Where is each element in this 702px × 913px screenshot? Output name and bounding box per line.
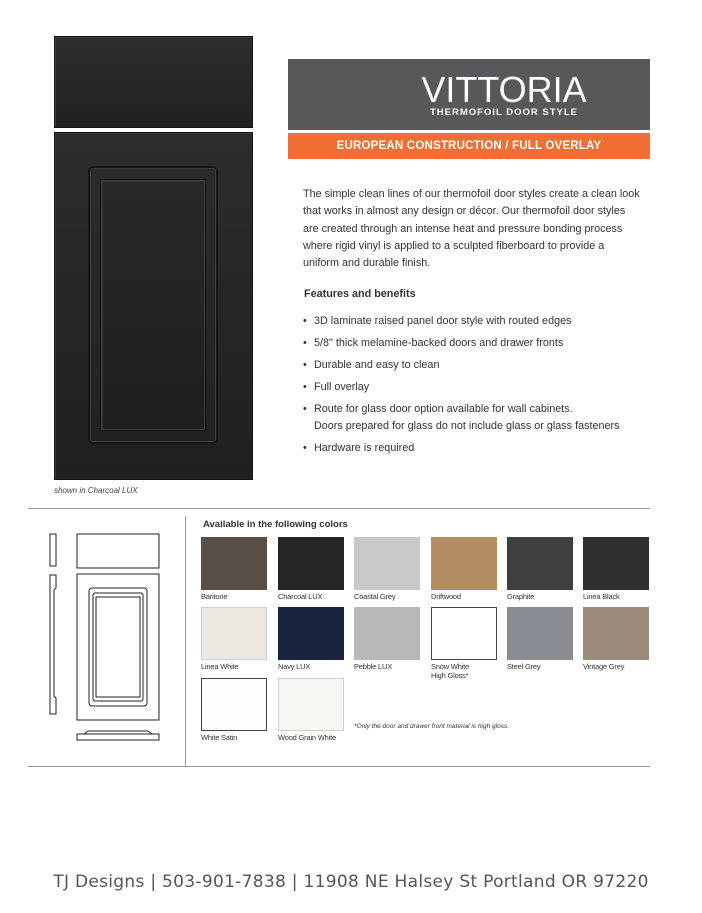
color-swatch-label: [354, 593, 395, 602]
color-swatch: [201, 678, 267, 731]
door-bottom-profile: [77, 734, 159, 740]
color-swatch-label: [507, 663, 540, 672]
color-name: Linea White: [201, 662, 239, 671]
color-swatch-label: [354, 663, 392, 672]
door-profile-drawings: [28, 520, 188, 750]
color-name: Coastal Grey: [354, 592, 396, 601]
feature-text: • Durable and easy to clean: [314, 359, 440, 371]
color-name: Navy LUX: [278, 662, 311, 671]
feature-item: [303, 357, 648, 374]
color-swatch: [201, 607, 267, 660]
drawer-front-elevation: [77, 534, 159, 568]
features-list: [303, 313, 648, 462]
color-name: Wood Grain White: [278, 733, 336, 742]
page-subtitle: THERMOFOIL DOOR STYLE: [429, 107, 579, 118]
color-name: Graphite: [507, 592, 535, 601]
bottom-divider: [28, 766, 650, 767]
color-name: White Satin: [201, 733, 238, 742]
door-image-caption: shown in Charcoal LUX: [54, 486, 138, 495]
color-swatch-label: [201, 593, 227, 602]
color-swatch: [583, 537, 649, 590]
color-swatch: [354, 537, 420, 590]
color-swatch: [431, 537, 497, 590]
door-panel: [54, 132, 253, 480]
color-swatch: [278, 607, 344, 660]
color-name-detail: High Gloss*: [431, 670, 469, 680]
color-swatch-label: [201, 663, 238, 672]
top-divider: [28, 508, 650, 509]
door-center-panel: [101, 180, 205, 430]
feature-item: [303, 335, 648, 352]
color-name: Baritone: [201, 592, 228, 601]
drawer-side-profile: [50, 534, 56, 566]
color-swatch: [431, 607, 497, 660]
feature-text: • 5/8" thick melamine-backed doors and drawer fronts: [314, 337, 564, 349]
color-swatch: [507, 607, 573, 660]
color-name: Charcoal LUX: [278, 592, 323, 601]
features-title: Features and benefits: [304, 288, 416, 300]
construction-banner: EUROPEAN CONSTRUCTION / FULL OVERLAY: [288, 133, 650, 159]
intro-paragraph: The simple clean lines of our thermofoil door styles create a clean look that works in almost any design or décor. Our thermofoil door styles are created through an intense heat and pressure bonding process where rigid vinyl is applied to a sculpted fiberboard to provide a uniform and durable finish.: [303, 188, 640, 270]
feature-item: [303, 379, 648, 396]
page-title: VITTORIA: [421, 69, 587, 110]
feature-item: [303, 313, 648, 330]
color-swatch-label: [278, 734, 336, 743]
color-swatch-label: [507, 593, 534, 602]
feature-item: [303, 401, 648, 434]
color-swatch-label: [431, 663, 469, 680]
door-panel-elevation: [93, 593, 143, 701]
feature-text: • Full overlay: [314, 381, 370, 393]
color-swatch-label: [583, 663, 624, 672]
color-name: Linea Black: [583, 592, 620, 601]
color-swatch: [201, 537, 267, 590]
color-swatch: [354, 607, 420, 660]
color-swatch-label: [278, 593, 322, 602]
feature-text: • Hardware is required: [314, 441, 415, 454]
feature-text-continued: Doors prepared for glass do not include glass or glass fasteners: [314, 419, 620, 432]
colors-title: Available in the following colors: [203, 519, 348, 530]
color-name: Snow White: [431, 662, 470, 671]
color-swatch-label: [431, 593, 461, 602]
door-side-profile: [50, 575, 56, 714]
feature-text: • Route for glass door option available for wall cabinets.: [314, 403, 573, 415]
color-name: Steel Grey: [507, 662, 541, 671]
door-frame-elevation: [89, 588, 147, 706]
color-swatch: [278, 678, 344, 731]
color-name: Vintage Grey: [583, 662, 625, 671]
drawer-front: [54, 36, 253, 128]
color-swatch-label: [278, 663, 310, 672]
color-swatch-label: [583, 593, 620, 602]
feature-item: [303, 440, 648, 457]
color-swatch: [583, 607, 649, 660]
color-swatch: [278, 537, 344, 590]
door-image: [54, 36, 253, 480]
color-name: Driftwood: [431, 592, 461, 601]
color-footnote: *Only the door and drawer front material is high gloss.: [354, 723, 509, 730]
color-swatch-label: [201, 734, 237, 743]
footer-contact: TJ Designs | 503-901-7838 | 11908 NE Halsey St Portland OR 97220: [53, 872, 649, 892]
feature-text: • 3D laminate raised panel door style with routed edges: [314, 315, 572, 327]
title-banner: [288, 59, 650, 130]
color-swatch: [507, 537, 573, 590]
color-name: Pebble LUX: [354, 662, 393, 671]
door-panel-inner: [96, 597, 140, 697]
